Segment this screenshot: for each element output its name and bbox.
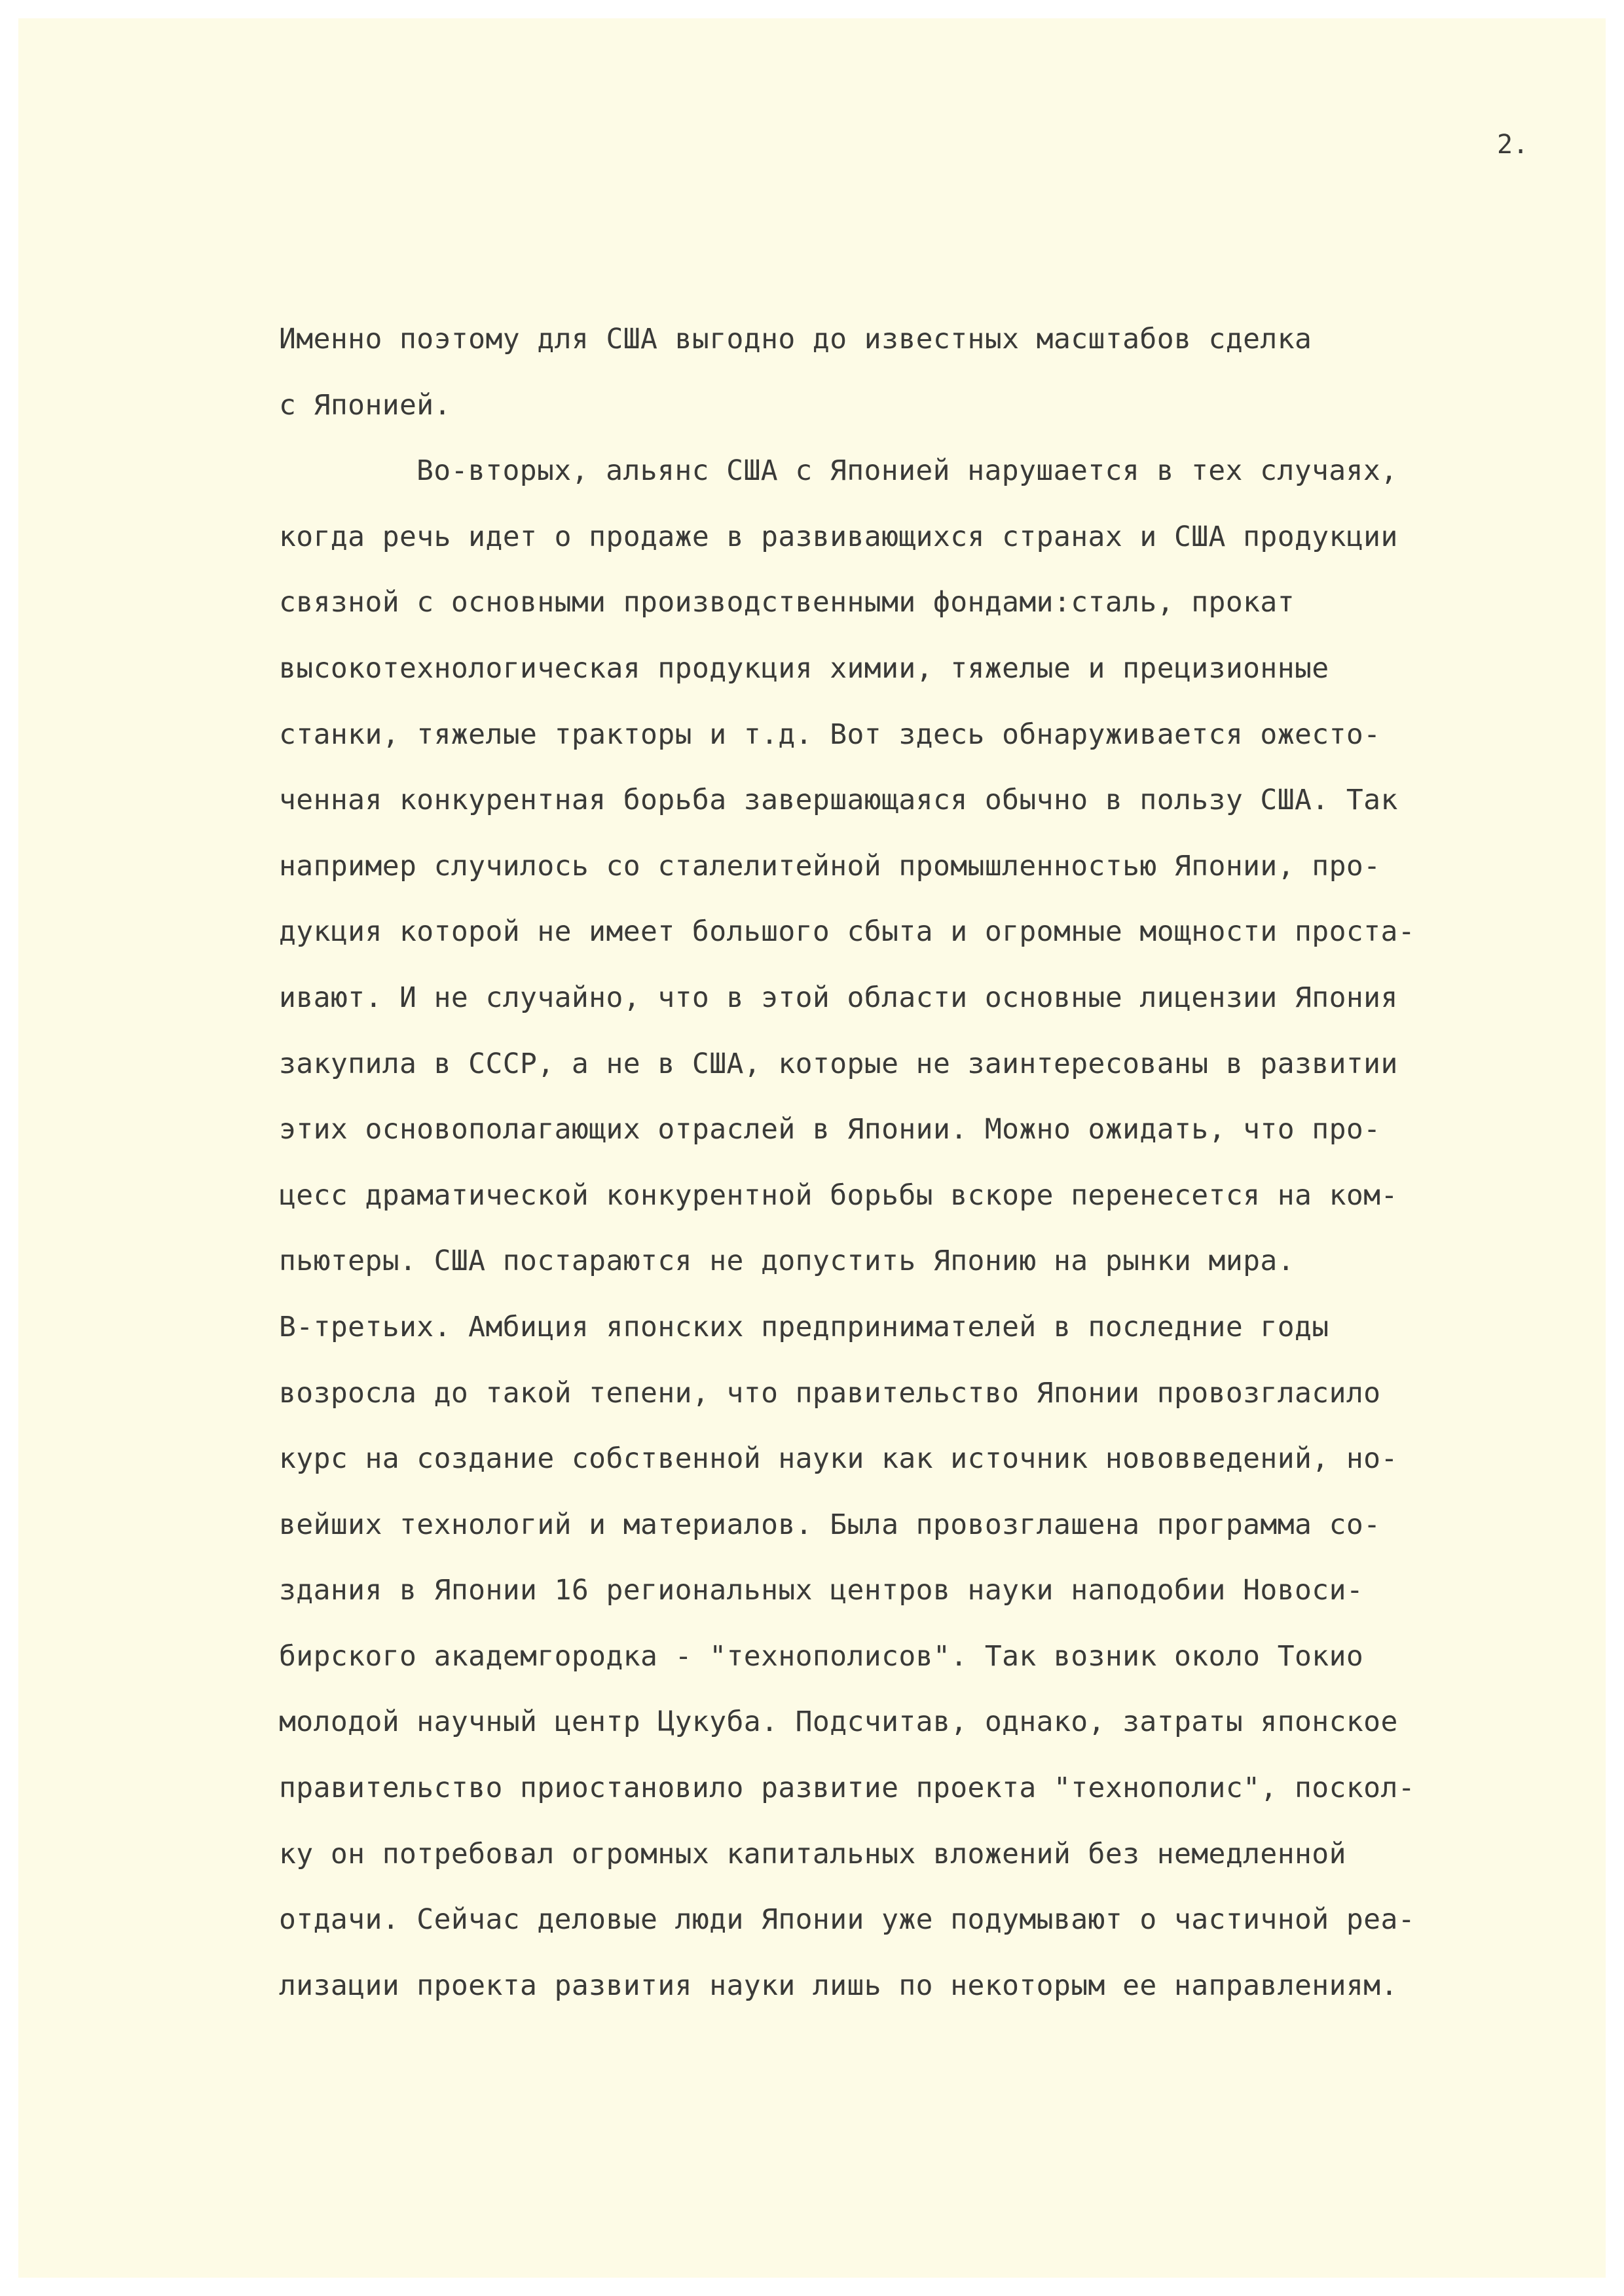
text-line: закупила в СССР, а не в США, которые не заинтересованы в развитии [279,1047,1398,1080]
text-line: с Японией. [279,388,451,422]
text-line: пьютеры. США постараются не допустить Японию на рынки мира. [279,1245,1295,1278]
text-line: связной с основными производственными фондами:сталь, прокат [279,586,1295,619]
page-number: 2. [1497,130,1529,160]
text-line: дукция которой не имеет большого сбыта и огромные мощности проста- [279,915,1416,949]
text-line: высокотехнологическая продукция химии, тяжелые и прецизионные [279,651,1329,685]
text-line: например случилось со сталелитейной промышленностью Японии, про- [279,849,1381,883]
document-page [18,18,1606,2278]
text-line: вейших технологий и материалов. Была провозглашена программа со- [279,1508,1381,1541]
text-line: отдачи. Сейчас деловые люди Японии уже подумывают о частичной реа- [279,1903,1416,1937]
text-line: когда речь идет о продаже в развивающихся странах и США продукции [279,520,1398,553]
text-line: ченная конкурентная борьба завершающаяся обычно в пользу США. Так [279,784,1398,817]
text-line: Именно поэтому для США выгодно до известных масштабов сделка [279,323,1312,355]
text-line: бирского академгородка - "технополисов". Так возник около Токио [279,1639,1364,1673]
text-line: курс на создание собственной науки как источник нововведений, но- [279,1442,1398,1476]
text-line: В-третьих. Амбиция японских предпринимателей в последние годы [279,1310,1329,1343]
paragraph-start-line: Во-вторых, альянс США с Японией нарушается в тех случаях, [416,454,1398,488]
text-line: возросла до такой тепени, что правительство Японии провозгласило [279,1376,1381,1410]
text-line: цесс драматической конкурентной борьбы вскоре перенесется на ком- [279,1178,1398,1212]
text-line: лизации проекта развития науки лишь по некоторым ее направлениям. [279,1969,1398,2002]
text-line: молодой научный центр Цукуба. Подсчитав, однако, затраты японское [279,1705,1398,1739]
text-line: ивают. И не случайно, что в этой области основные лицензии Япония [279,981,1398,1014]
text-line: этих основополагающих отраслей в Японии. Можно ожидать, что про- [279,1113,1381,1146]
text-line: правительство приостановило развитие проекта "технополис", поскол- [279,1772,1416,1805]
body-text [279,319,1589,2032]
text-line: ку он потребовал огромных капитальных вложений без немедленной [279,1837,1346,1870]
text-line: станки, тяжелые тракторы и т.д. Вот здесь обнаруживается ожесто- [279,718,1381,751]
text-line: здания в Японии 16 региональных центров науки наподобии Новоси- [279,1574,1364,1607]
